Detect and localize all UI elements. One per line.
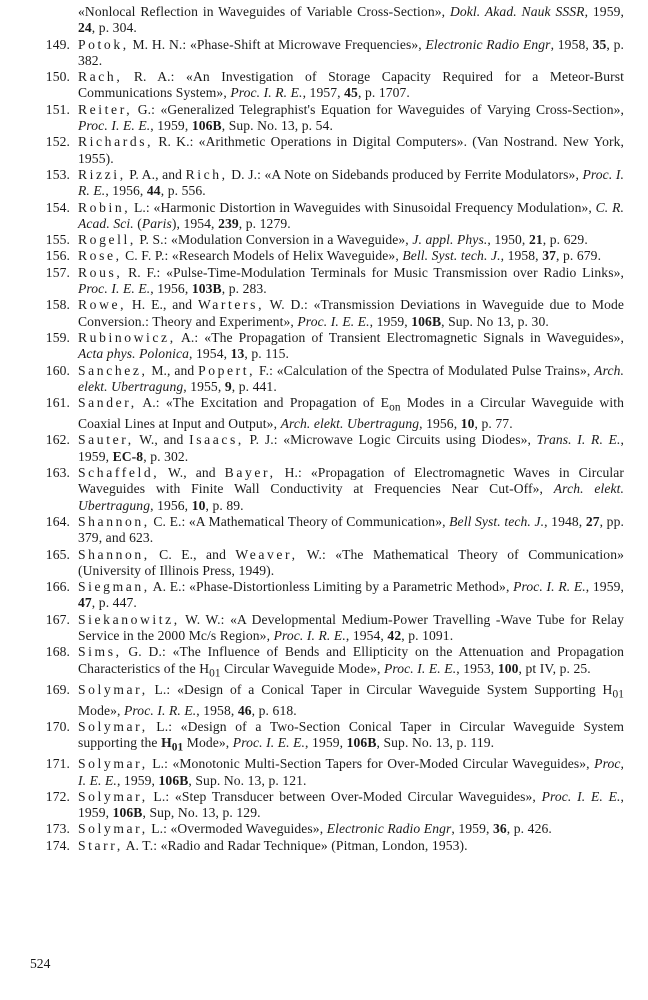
reference-author: Sander, (78, 395, 137, 411)
reference-entry (0, 821, 648, 837)
reference-text: R. K.: «Arithmetic Operations in Digital Computers». (Van Nostrand. New York, 1955). (78, 134, 624, 166)
reference-entry (0, 465, 648, 514)
reference-author: Siegman, (78, 579, 150, 595)
reference-author: Solymar, (78, 821, 148, 837)
reference-number: 161. (45, 395, 70, 411)
reference-author: Solymar, (78, 788, 148, 804)
reference-entry (0, 432, 648, 465)
reference-author: Shannon, (78, 513, 150, 529)
reference-entry (0, 547, 648, 580)
reference-entry (0, 200, 648, 233)
reference-text: M. H. N.: «Phase-Shift at Microwave Frequencies», Electronic Radio Engr, 1958, 35, p. 382. (78, 36, 624, 68)
reference-author: Rogell, (78, 232, 136, 248)
reference-text: L.: «Overmoded Waveguides», Electronic Radio Engr, 1959, 36, p. 426. (147, 821, 552, 837)
page-number: 524 (30, 956, 51, 971)
reference-entry (0, 514, 648, 547)
reference-entry (0, 395, 648, 432)
reference-number: 174. (45, 837, 70, 853)
reference-number: 160. (45, 362, 70, 378)
reference-author: Solymar, (78, 756, 148, 772)
reference-text: W. W.: «A Developmental Medium-Power Travelling -Wave Tube for Relay Service in the 2000 Mc/s Region», Proc. I. R. E., 1954, 42, p. 1091. (78, 611, 624, 643)
reference-number: 151. (45, 101, 70, 117)
reference-text: C. F. P.: «Research Models of Helix Waveguide», Bell. Syst. tech. J., 1958, 37, p. 679. (121, 248, 602, 264)
reference-text: A. T.: «Radio and Radar Technique» (Pitman, London, 1953). (122, 837, 468, 853)
reference-number: 167. (45, 611, 70, 627)
reference-text: G.: «Generalized Telegraphist's Equation for Waveguides of Varying Cross-Section», Proc. I. E. E., 1959, 106B, Sup. No. 13, p. 54. (78, 101, 624, 134)
reference-entry (0, 232, 648, 248)
reference-author: Siekanowitz, (78, 611, 180, 627)
reference-entry (0, 756, 648, 789)
reference-author: Rizzi, (78, 166, 126, 182)
reference-entry (0, 682, 648, 719)
reference-author: Rose, (78, 248, 122, 264)
reference-author: Sims, (78, 644, 122, 660)
reference-number: 164. (45, 513, 70, 529)
reference-author: Robin, (78, 199, 131, 215)
reference-entry (0, 644, 648, 681)
reference-text: P. S.: «Modulation Conversion in a Waveguide», J. appl. Phys., 1950, 21, p. 629. (135, 232, 588, 248)
reference-number: 172. (45, 788, 70, 804)
reference-number: 163. (45, 465, 70, 481)
reference-author: Rous, (78, 264, 123, 280)
reference-text: M., and Popert, F.: «Calculation of the Spectra of Modulated Pulse Trains», Arch. elekt. Ubertragung, 1955, 9, p. 441. (78, 362, 624, 394)
reference-entry (0, 167, 648, 200)
reference-number: 153. (45, 166, 70, 182)
reference-number: 152. (45, 134, 70, 150)
reference-text: L.: «Design of a Two-Section Conical Taper in Circular Waveguide System supporting the $H_{01}$ Mode», Proc. I. E. E., 1959, 106B, Sup. No. 13, p. 119. (78, 718, 624, 754)
reference-number: 157. (45, 264, 70, 280)
reference-author: Rowe, (78, 297, 127, 313)
reference-text: L.: «Design of a Conical Taper in Circular Waveguide System Supporting $H_{01}$ Mode», Proc. I. R. E., 1958, 46, p. 618. (78, 681, 624, 718)
reference-entry (0, 248, 648, 264)
reference-number: 166. (45, 579, 70, 595)
reference-entry (0, 37, 648, 70)
reference-number: 165. (45, 546, 70, 562)
reference-entry (0, 265, 648, 298)
reference-number: 169. (45, 681, 70, 697)
reference-number: 162. (45, 432, 70, 448)
reference-text: G. D.: «The Influence of Bends and Ellipticity on the Attenuation and Propagation Characteristics of the $H_{01}$ Circular Waveguide Mode», Proc. I. E. E., 1953, 100, pt IV, p. 25. (78, 644, 624, 680)
reference-author: Schaffeld, (78, 465, 160, 481)
reference-author: Reiter, (78, 101, 133, 117)
reference-number: 173. (45, 821, 70, 837)
reference-text: A.: «The Propagation of Transient Electromagnetic Signals in Waveguides», Acta phys. Polonica, 1954, 13, p. 115. (78, 329, 624, 362)
reference-text: C. E.: «A Mathematical Theory of Communication», Bell Syst. tech. J., 1948, 27, pp. 379, and 623. (78, 513, 624, 546)
reference-number: 156. (45, 248, 70, 264)
reference-entry (0, 297, 648, 330)
reference-text: «Nonlocal Reflection in Waveguides of Variable Cross-Section», Dokl. Akad. Nauk SSSR, 1959, 24, p. 304. (78, 4, 624, 36)
reference-text: P. A., and Rich, D. J.: «A Note on Sidebands produced by Ferrite Modulators», Proc. I. R. E., 1956, 44, p. 556. (78, 166, 624, 199)
reference-author: Sanchez, (78, 362, 148, 378)
reference-entry (0, 719, 648, 756)
reference-author: Potok, (78, 36, 129, 52)
reference-text: A.: «The Excitation and Propagation of $E_{on}$ Modes in a Circular Waveguide with Coaxial Lines at Input and Output», Arch. elekt. Ubertragung, 1956, 10, p. 77. (78, 395, 624, 432)
reference-entry (0, 69, 648, 102)
reference-number: 158. (45, 297, 70, 313)
reference-text: H. E., and Warters, W. D.: «Transmission Deviations in Waveguide due to Mode Conversion.: Theory and Experiment», Proc. I. E. E., 1959, 106B, Sup. No 13, p. 30. (78, 297, 624, 329)
reference-number: 170. (45, 718, 70, 734)
reference-author: Sauter, (78, 432, 134, 448)
reference-text: L.: «Monotonic Multi-Section Tapers for Over-Moded Circular Waveguides», Proc, I. E. E., 1959, 106B, Sup. No. 13, p. 121. (78, 756, 624, 788)
reference-text: W., and Isaacs, P. J.: «Microwave Logic Circuits using Diodes», Trans. I. R. E., 1959, EC-8, p. 302. (78, 432, 624, 464)
reference-entry (0, 579, 648, 612)
reference-number: 154. (45, 199, 70, 215)
reference-entry (0, 330, 648, 363)
reference-number: 171. (45, 756, 70, 772)
reference-list (0, 4, 648, 854)
reference-entry (0, 838, 648, 854)
reference-text: R. F.: «Pulse-Time-Modulation Terminals for Music Transmission over Radio Links», Proc. I. E. E., 1956, 103B, p. 283. (78, 264, 624, 297)
reference-entry (0, 612, 648, 645)
reference-number: 149. (45, 36, 70, 52)
reference-author: Rach, (78, 69, 123, 85)
reference-text: L.: «Step Transducer between Over-Moded Circular Waveguides», Proc. I. E. E., 1959, 106B, Sup, No. 13, p. 129. (78, 788, 624, 821)
reference-author: Richards, (78, 134, 154, 150)
reference-entry (0, 789, 648, 822)
reference-author: Rubinowicz, (78, 329, 176, 345)
reference-number: 155. (45, 232, 70, 248)
reference-text: A. E.: «Phase-Distortionless Limiting by a Parametric Method», Proc. I. R. E., 1959, 47, p. 447. (78, 579, 624, 611)
reference-number: 159. (45, 329, 70, 345)
reference-text: C. E., and Weaver, W.: «The Mathematical Theory of Communication» (University of Illinois Press, 1949). (78, 546, 624, 578)
reference-text: R. A.: «An Investigation of Storage Capacity Required for a Meteor-Burst Communications System», Proc. I. R. E., 1957, 45, p. 1707. (78, 69, 624, 101)
reference-entry (0, 134, 648, 167)
reference-author: Solymar, (78, 681, 148, 697)
reference-author: Shannon, (78, 546, 150, 562)
reference-entry (0, 4, 648, 37)
reference-number: 168. (45, 644, 70, 660)
reference-author: Starr, (78, 837, 123, 853)
reference-entry (0, 102, 648, 135)
reference-author: Solymar, (78, 718, 148, 734)
reference-text: L.: «Harmonic Distortion in Waveguides with Sinusoidal Frequency Modulation», C. R. Acad. Sci. (Paris), 1954, 239, p. 1279. (78, 199, 624, 231)
reference-text: W., and Bayer, H.: «Propagation of Electromagnetic Waves in Circular Waveguides with Finite Wall Conductivity at Frequencies Near Cut-Off», Arch. elekt. Ubertragung, 1956, 10, p. 89. (78, 465, 625, 513)
reference-entry (0, 363, 648, 396)
reference-number: 150. (45, 69, 70, 85)
